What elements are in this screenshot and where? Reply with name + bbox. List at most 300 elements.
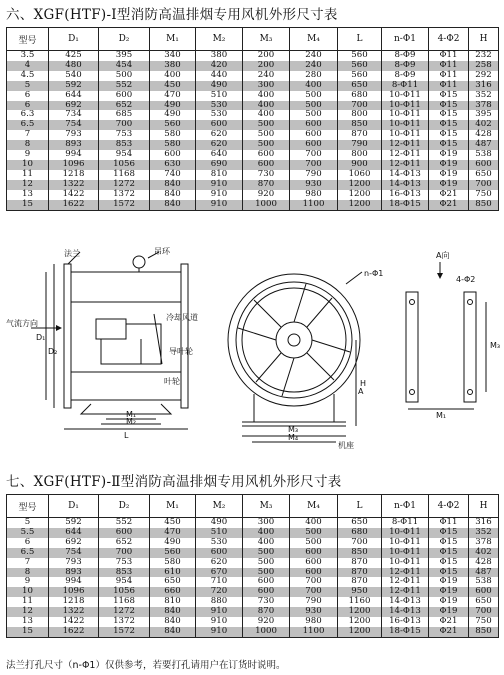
table-cell: 1060	[338, 170, 382, 180]
table-cell: 450	[150, 518, 196, 528]
table-cell: 425	[49, 51, 99, 61]
table-cell: 1622	[49, 627, 99, 637]
table-cell: 644	[49, 528, 99, 538]
arrow-a-label: A	[358, 387, 364, 396]
table-cell: Φ19	[429, 160, 469, 170]
table-cell: 540	[49, 71, 99, 81]
impeller-label: 叶轮	[164, 377, 180, 386]
table-cell: 12-Φ11	[382, 568, 429, 578]
table-cell: 620	[196, 140, 243, 150]
table-cell: 600	[290, 130, 338, 140]
table-cell: 5	[7, 81, 49, 91]
table-cell: 378	[469, 538, 499, 548]
front-view	[228, 272, 362, 442]
table-cell: 652	[99, 101, 150, 111]
table-cell: 490	[150, 538, 196, 548]
table-cell: 480	[49, 61, 99, 71]
table-cell: 644	[49, 91, 99, 101]
table-cell: 1000	[243, 200, 290, 210]
table-cell: 600	[196, 120, 243, 130]
table-cell: 880	[196, 597, 243, 607]
table-cell: 1160	[338, 597, 382, 607]
base-label: 机座	[338, 441, 354, 450]
table-cell: 870	[243, 607, 290, 617]
table-cell: 538	[469, 577, 499, 587]
table-cell: 530	[196, 110, 243, 120]
table-cell: 4	[7, 61, 49, 71]
table-cell: 5	[7, 518, 49, 528]
table-cell: 700	[99, 548, 150, 558]
table-cell: 16-Φ13	[382, 190, 429, 200]
column-header: 4-Φ2	[429, 495, 469, 518]
table-cell: 980	[290, 617, 338, 627]
table-cell: 8	[7, 140, 49, 150]
fan-outline-drawing	[6, 244, 501, 450]
table-cell: 18-Φ15	[382, 200, 429, 210]
table-cell: 1218	[49, 597, 99, 607]
table-cell: 400	[150, 71, 196, 81]
table-cell: 487	[469, 568, 499, 578]
table-cell: 1200	[338, 627, 382, 637]
table-cell: 510	[196, 528, 243, 538]
table-cell: 600	[290, 120, 338, 130]
table-cell: 510	[196, 91, 243, 101]
column-header: M₄	[290, 28, 338, 51]
table-cell: 652	[99, 538, 150, 548]
view-a-label: A向	[436, 251, 450, 260]
table-cell: 316	[469, 518, 499, 528]
column-header: M₂	[196, 28, 243, 51]
table-header-row	[7, 28, 499, 51]
table-cell: 800	[338, 110, 382, 120]
table-cell: Φ21	[429, 190, 469, 200]
table-cell: 954	[99, 150, 150, 160]
table-cell: 994	[49, 150, 99, 160]
table-cell: 910	[196, 190, 243, 200]
table-cell: 280	[290, 71, 338, 81]
table-cell: 730	[243, 170, 290, 180]
table-cell: 1096	[49, 587, 99, 597]
table-cell: Φ11	[429, 61, 469, 71]
table-cell: 490	[196, 518, 243, 528]
table-cell: 650	[469, 170, 499, 180]
table-cell: 600	[469, 160, 499, 170]
table-cell: 12-Φ11	[382, 150, 429, 160]
column-header: H	[469, 28, 499, 51]
dim-m2: M₂	[126, 417, 137, 426]
table-cell: 7	[7, 130, 49, 140]
table-cell: 600	[99, 91, 150, 101]
table-cell: 700	[290, 577, 338, 587]
table-cell: 790	[338, 140, 382, 150]
table-cell: 580	[150, 130, 196, 140]
table-cell: 450	[150, 81, 196, 91]
table-cell: 600	[243, 150, 290, 160]
table-cell: 402	[469, 120, 499, 130]
table-cell: 1200	[338, 190, 382, 200]
table-cell: 994	[49, 577, 99, 587]
table-cell: Φ15	[429, 568, 469, 578]
table-cell: 592	[49, 81, 99, 91]
table-cell: 600	[196, 548, 243, 558]
table-cell: 500	[290, 91, 338, 101]
table-cell: 440	[196, 71, 243, 81]
table-cell: 14-Φ13	[382, 597, 429, 607]
table-cell: 670	[196, 568, 243, 578]
column-header: 型号	[7, 28, 49, 51]
table-cell: 910	[196, 627, 243, 637]
table-cell: 530	[196, 101, 243, 111]
table-cell: 1272	[99, 180, 150, 190]
table-cell: 853	[99, 568, 150, 578]
table-cell: 12-Φ11	[382, 587, 429, 597]
table-cell: 292	[469, 71, 499, 81]
guide-vane-label: 导叶轮	[169, 347, 193, 356]
table-cell: 930	[290, 180, 338, 190]
table-cell: 316	[469, 81, 499, 91]
table-cell: 6	[7, 538, 49, 548]
table-cell: 1168	[99, 170, 150, 180]
table-cell: 552	[99, 81, 150, 91]
table-cell: Φ21	[429, 617, 469, 627]
lifting-ring-label: 吊环	[154, 247, 170, 256]
table-cell: Φ19	[429, 597, 469, 607]
table-cell: Φ15	[429, 110, 469, 120]
base-foot-right	[464, 292, 476, 402]
table-cell: 920	[243, 190, 290, 200]
table-cell: 552	[99, 518, 150, 528]
table-cell: Φ11	[429, 51, 469, 61]
table-cell: 402	[469, 548, 499, 558]
airflow-label: 气流方向	[6, 319, 38, 328]
table-cell: 700	[338, 538, 382, 548]
table-cell: Φ15	[429, 528, 469, 538]
table-cell: 810	[150, 597, 196, 607]
table-cell: 380	[196, 51, 243, 61]
table-cell: 1056	[99, 160, 150, 170]
table-cell: 600	[469, 587, 499, 597]
lifting-ring-icon	[133, 256, 145, 268]
spec-table-type1	[6, 27, 499, 211]
table-cell: 1422	[49, 190, 99, 200]
table-cell: 1572	[99, 627, 150, 637]
table-cell: 850	[338, 120, 382, 130]
table-cell: 692	[49, 101, 99, 111]
table-cell: 8	[7, 568, 49, 578]
table-cell: 7	[7, 558, 49, 568]
column-header: H	[469, 495, 499, 518]
table-cell: 10-Φ11	[382, 548, 429, 558]
table-cell: 600	[290, 548, 338, 558]
table-cell: Φ21	[429, 627, 469, 637]
table-cell: 8-Φ11	[382, 81, 429, 91]
table-cell: 810	[196, 170, 243, 180]
table-cell: 470	[150, 91, 196, 101]
table-cell: 680	[338, 528, 382, 538]
table-cell: 730	[243, 597, 290, 607]
table-cell: 650	[469, 597, 499, 607]
table-cell: 500	[290, 538, 338, 548]
table-cell: 3.5	[7, 51, 49, 61]
table-cell: 490	[196, 81, 243, 91]
holes-label: n-Φ1	[364, 269, 384, 278]
table-cell: 400	[290, 81, 338, 91]
table-cell: 490	[150, 110, 196, 120]
table-cell: Φ15	[429, 130, 469, 140]
table-cell: 793	[49, 558, 99, 568]
table-cell: 395	[469, 110, 499, 120]
view-a	[406, 262, 486, 409]
table-cell: 750	[469, 190, 499, 200]
spec-table-type2	[6, 494, 499, 638]
table-cell: 840	[150, 627, 196, 637]
table-cell: 538	[469, 150, 499, 160]
column-header: D₂	[99, 28, 150, 51]
table-cell: 420	[196, 61, 243, 71]
table-cell: 454	[99, 61, 150, 71]
table-cell: 1272	[99, 607, 150, 617]
table-cell: 400	[243, 528, 290, 538]
table-cell: 650	[150, 577, 196, 587]
table-cell: 400	[243, 110, 290, 120]
table-cell: 840	[150, 617, 196, 627]
table-cell: 12-Φ11	[382, 140, 429, 150]
table-cell: 600	[150, 150, 196, 160]
table-cell: 12-Φ11	[382, 577, 429, 587]
column-header: 4-Φ2	[429, 28, 469, 51]
table-cell: 600	[290, 140, 338, 150]
table-cell: Φ19	[429, 150, 469, 160]
table-cell: 300	[243, 81, 290, 91]
table-cell: 6	[7, 91, 49, 101]
dim-m-view-a: M₁	[436, 411, 447, 420]
table-cell: 954	[99, 577, 150, 587]
table-cell: 6	[7, 101, 49, 111]
cooling-duct-label: 冷却风道	[166, 313, 198, 322]
table-cell: 6.5	[7, 120, 49, 130]
flange-label: 法兰	[64, 249, 80, 258]
table-cell: 9	[7, 150, 49, 160]
table-cell: Φ15	[429, 548, 469, 558]
table-cell: 11	[7, 597, 49, 607]
table-cell: 620	[196, 130, 243, 140]
table-cell: 400	[243, 91, 290, 101]
table-cell: 500	[99, 71, 150, 81]
table-cell: 870	[338, 568, 382, 578]
table-cell: 700	[469, 607, 499, 617]
table-cell: 10-Φ11	[382, 130, 429, 140]
table-cell: 9	[7, 577, 49, 587]
table-cell: 1200	[338, 607, 382, 617]
table-cell: 500	[243, 558, 290, 568]
table-cell: 680	[338, 91, 382, 101]
table-cell: 428	[469, 558, 499, 568]
table-cell: 700	[469, 180, 499, 190]
side-view	[31, 252, 188, 429]
table-cell: 920	[243, 617, 290, 627]
table-cell: 690	[196, 160, 243, 170]
table-cell: 950	[338, 587, 382, 597]
table-cell: 600	[99, 528, 150, 538]
column-header: M₂	[196, 495, 243, 518]
table-cell: 630	[150, 160, 196, 170]
table-cell: 1218	[49, 170, 99, 180]
dim-d2: D₂	[48, 347, 58, 356]
table-cell: 700	[290, 150, 338, 160]
table-cell: 840	[150, 180, 196, 190]
column-header: M₃	[243, 28, 290, 51]
table-cell: 592	[49, 518, 99, 528]
table-cell: 12	[7, 180, 49, 190]
dim-m3: M₃	[288, 425, 299, 434]
column-header: n-Φ1	[382, 495, 429, 518]
table-cell: 240	[290, 51, 338, 61]
table-cell: 8-Φ9	[382, 61, 429, 71]
table-cell: Φ19	[429, 607, 469, 617]
table-cell: Φ15	[429, 91, 469, 101]
table-cell: 600	[243, 577, 290, 587]
table-cell: 754	[49, 120, 99, 130]
table-cell: 900	[338, 160, 382, 170]
table-cell: 500	[290, 528, 338, 538]
table-cell: 910	[196, 200, 243, 210]
table-cell: 870	[338, 577, 382, 587]
table-cell: 600	[290, 568, 338, 578]
table-cell: 300	[243, 518, 290, 528]
table-cell: 12-Φ11	[382, 160, 429, 170]
table-cell: 10-Φ11	[382, 528, 429, 538]
base-foot-left	[406, 292, 418, 402]
table-cell: 853	[99, 140, 150, 150]
table-cell: 11	[7, 170, 49, 180]
table-cell: 870	[338, 558, 382, 568]
table-cell: 240	[290, 61, 338, 71]
table-cell: 428	[469, 130, 499, 140]
column-header: M₄	[290, 495, 338, 518]
table-cell: 850	[469, 200, 499, 210]
table-cell: 487	[469, 140, 499, 150]
table-cell: 1372	[99, 617, 150, 627]
table-cell: 840	[150, 190, 196, 200]
column-header: M₁	[150, 28, 196, 51]
table-cell: 692	[49, 538, 99, 548]
table-cell: 1322	[49, 607, 99, 617]
table-cell: 980	[290, 190, 338, 200]
table-cell: 650	[338, 518, 382, 528]
table-cell: 10-Φ11	[382, 110, 429, 120]
table-cell: 893	[49, 140, 99, 150]
outer-flange-circle	[228, 274, 360, 406]
table-cell: 1100	[290, 200, 338, 210]
table-cell: 790	[290, 170, 338, 180]
table-cell: 1096	[49, 160, 99, 170]
table-cell: 700	[290, 587, 338, 597]
table-cell: 793	[49, 130, 99, 140]
table-cell: 10	[7, 160, 49, 170]
table-cell: 14-Φ13	[382, 607, 429, 617]
table-cell: 560	[338, 51, 382, 61]
table-cell: Φ15	[429, 140, 469, 150]
table-cell: Φ19	[429, 587, 469, 597]
table-cell: 14-Φ13	[382, 170, 429, 180]
table-cell: 240	[243, 71, 290, 81]
table-cell: 352	[469, 528, 499, 538]
table-cell: 893	[49, 568, 99, 578]
dim-m4: M₄	[288, 433, 299, 442]
table-cell: 560	[338, 61, 382, 71]
table-cell: 200	[243, 51, 290, 61]
table-cell: 14-Φ13	[382, 180, 429, 190]
table-cell: 10-Φ11	[382, 91, 429, 101]
table-cell: 685	[99, 110, 150, 120]
table-cell: Φ21	[429, 200, 469, 210]
table-cell: 500	[243, 568, 290, 578]
table-cell: Φ19	[429, 180, 469, 190]
table-cell: 1422	[49, 617, 99, 627]
column-header: L	[338, 495, 382, 518]
table-cell: 5.5	[7, 528, 49, 538]
dim-d1: D₁	[36, 333, 46, 342]
table-cell: 910	[196, 617, 243, 627]
table-cell: 750	[469, 617, 499, 627]
table-header-row	[7, 495, 499, 518]
table-cell: 4.5	[7, 71, 49, 81]
dim-h: H	[360, 379, 367, 388]
table-cell: 1000	[243, 627, 290, 637]
table-cell: 560	[150, 120, 196, 130]
table-cell: 754	[49, 548, 99, 558]
table-cell: 910	[196, 607, 243, 617]
table-cell: 400	[243, 101, 290, 111]
table-cell: 15	[7, 627, 49, 637]
table-cell: 380	[150, 61, 196, 71]
table-cell: 10-Φ11	[382, 101, 429, 111]
table-cell: Φ15	[429, 120, 469, 130]
table-cell: 753	[99, 130, 150, 140]
table-cell: 660	[150, 587, 196, 597]
table-cell: 580	[150, 558, 196, 568]
table-cell: 200	[243, 61, 290, 71]
table-cell: 500	[243, 130, 290, 140]
table-cell: 700	[338, 101, 382, 111]
table-cell: 500	[290, 110, 338, 120]
dim-m1: M₁	[126, 410, 137, 419]
table-cell: 840	[150, 200, 196, 210]
table-cell: 500	[243, 120, 290, 130]
column-header: M₁	[150, 495, 196, 518]
table-cell: 620	[196, 558, 243, 568]
table-cell: Φ19	[429, 170, 469, 180]
section2-title: 七、XGF(HTF)-Ⅱ型消防高温排烟专用风机外形尺寸表	[6, 474, 342, 490]
table-cell: 1622	[49, 200, 99, 210]
table-cell: 753	[99, 558, 150, 568]
table-cell: 610	[150, 568, 196, 578]
table-cell: 740	[150, 170, 196, 180]
table-cell: 13	[7, 190, 49, 200]
table-cell: 720	[196, 587, 243, 597]
table-cell: 1200	[338, 617, 382, 627]
table-cell: 10-Φ11	[382, 558, 429, 568]
table-cell: 1372	[99, 190, 150, 200]
table-cell: 850	[338, 548, 382, 558]
table-cell: 340	[150, 51, 196, 61]
column-header: L	[338, 28, 382, 51]
table-cell: 352	[469, 91, 499, 101]
table-cell: Φ11	[429, 71, 469, 81]
table-cell: Φ11	[429, 518, 469, 528]
table-cell: 10-Φ11	[382, 120, 429, 130]
table-cell: 800	[338, 150, 382, 160]
